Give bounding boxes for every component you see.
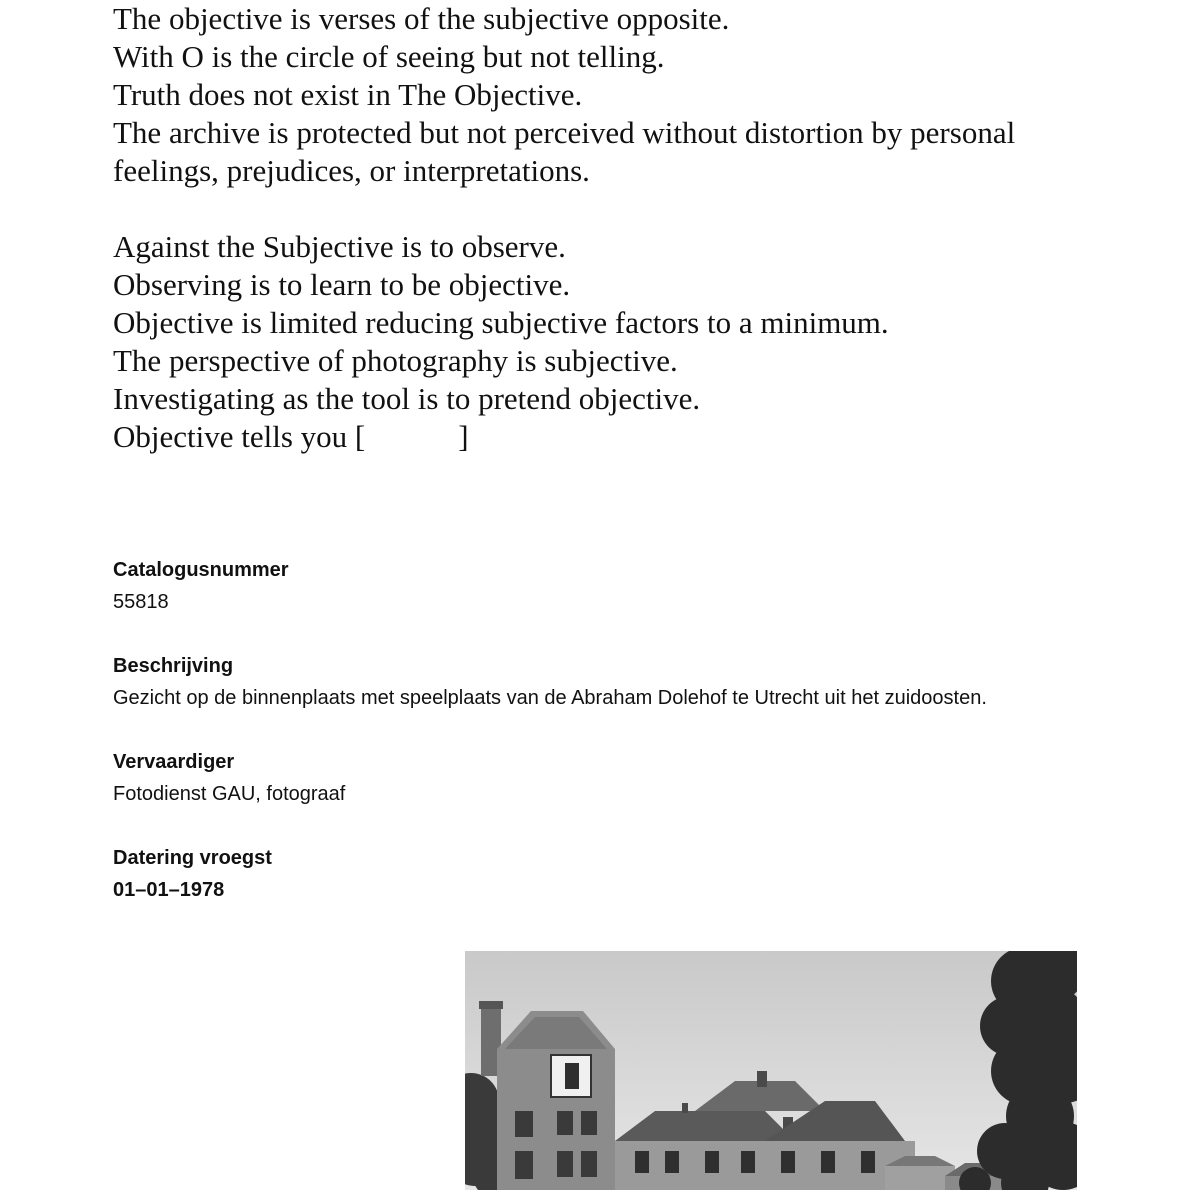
datering-value: 01–01–1978 xyxy=(113,879,225,901)
poem-line-blank: Objective tells you [ ] xyxy=(113,419,469,454)
poem-line: Objective is limited reducing subjective factors to a minimum. xyxy=(113,305,889,340)
vervaardiger-label: Vervaardiger xyxy=(113,751,235,773)
archive-photo-image xyxy=(465,951,1077,1190)
poem-stanza-2 xyxy=(113,228,1073,456)
beschrijving-value: Gezicht op de binnenplaats met speelplaats van de Abraham Dolehof te Utrecht uit het zuidoosten. xyxy=(113,687,987,709)
poem-line: Investigating as the tool is to pretend objective. xyxy=(113,381,701,416)
poem-stanza-1 xyxy=(113,0,1073,190)
poem xyxy=(113,0,1073,456)
poem-line: The objective is verses of the subjective opposite. xyxy=(113,1,730,36)
catalogus-label: Catalogusnummer xyxy=(113,559,289,581)
poem-line: feelings, prejudices, or interpretations. xyxy=(113,153,590,188)
poem-line: The perspective of photography is subjective. xyxy=(113,343,678,378)
poem-line: Observing is to learn to be objective. xyxy=(113,267,571,302)
poem-line: With O is the circle of seeing but not telling. xyxy=(113,39,665,74)
poem-line: The archive is protected but not perceived without distortion by personal xyxy=(113,115,1016,150)
poem-line: Against the Subjective is to observe. xyxy=(113,229,566,264)
beschrijving-label: Beschrijving xyxy=(113,655,234,677)
poem-line: Truth does not exist in The Objective. xyxy=(113,77,583,112)
archive-photo xyxy=(465,951,1077,1190)
archive-record xyxy=(113,554,1053,906)
catalogus-field xyxy=(113,554,1053,618)
datering-label: Datering vroegst xyxy=(113,847,272,869)
house-left-icon xyxy=(479,1001,615,1190)
datering-field xyxy=(113,842,1053,906)
vervaardiger-value: Fotodienst GAU, fotograaf xyxy=(113,783,346,805)
beschrijving-field xyxy=(113,650,1053,714)
catalogus-value: 55818 xyxy=(113,591,169,613)
vervaardiger-field xyxy=(113,746,1053,810)
